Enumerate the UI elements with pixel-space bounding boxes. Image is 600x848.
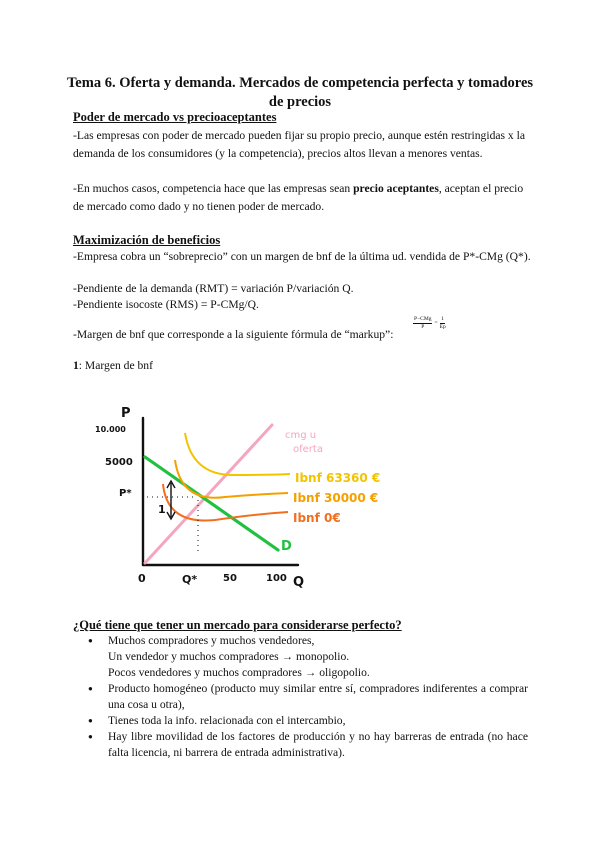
line-markup-formula: -Margen de bnf que corresponde a la siguiente fórmula de “markup”:	[73, 328, 394, 341]
isoprofit-label-1: Ibnf 63360 €	[295, 471, 381, 485]
list-item: ● Tienes toda la info. relacionada con el intercambio,	[88, 713, 528, 729]
supply-label-line2: oferta	[293, 444, 323, 455]
y-tick-pstar: P*	[119, 488, 132, 499]
formula-den-right: Ep	[439, 324, 446, 330]
formula-equals: =	[434, 320, 438, 326]
isoprofit-label-3: Ibnf 0€	[293, 511, 341, 525]
profit-graph	[85, 400, 435, 595]
supply-label-line1: cmg u	[285, 430, 317, 441]
price-takers-bold: precio aceptantes	[353, 182, 439, 195]
isoprofit-curve-2	[175, 460, 288, 498]
figure-caption	[73, 357, 533, 375]
origin-label: 0	[138, 572, 146, 585]
caption-number: 1	[73, 359, 79, 372]
list-item: ● Hay libre movilidad de los factores de producción y no hay barreras de entrada (no hace falta licencia, ni barrera de entrada administrativa).	[88, 729, 528, 761]
markup-formula	[413, 316, 446, 331]
formula-den-left: P	[421, 324, 425, 330]
formula-fraction-left	[413, 316, 432, 331]
price-takers-text-a: -En muchos casos, competencia hace que las empresas sean	[73, 182, 354, 195]
list-item: ● Producto homogéneo (producto muy similar entre sí, compradores indiferentes a comprar una cosa u otra),	[88, 681, 528, 713]
list-item: ● Muchos compradores y muchos vendedores,	[88, 633, 528, 649]
y-axis-label: P	[121, 406, 131, 421]
list-subitem: Un vendedor y muchos compradores → monopolio.	[108, 650, 350, 663]
price-takers-text-b: , aceptan el precio de mercado como dado y no tienen poder de mercado.	[73, 182, 524, 213]
formula-num-right: 1	[441, 316, 445, 322]
line-demand-slope: -Pendiente de la demanda (RMT) = variación P/variación Q.	[73, 282, 354, 295]
heading-perfect-market: ¿Qué tiene que tener un mercado para considerarse perfecto?	[73, 618, 402, 632]
heading-market-power: Poder de mercado vs precioaceptantes	[73, 110, 277, 124]
x-tick-50: 50	[223, 573, 237, 584]
list-subitem: Pocos vendedores y muchos compradores → oligopolio.	[108, 666, 370, 679]
caption-text: : Margen de bnf	[78, 359, 153, 372]
markup-marker: 1	[158, 503, 166, 516]
formula-num-left: P−CMg	[414, 316, 432, 322]
page-title: Tema 6. Oferta y demanda. Mercados de competencia perfecta y tomadores de precios	[66, 75, 534, 110]
demand-label: D	[281, 539, 292, 554]
y-tick-5000: 5000	[105, 457, 133, 468]
x-axis-label: Q	[293, 575, 305, 590]
perfect-market-list	[88, 633, 528, 761]
y-tick-10000: 10.000	[95, 425, 126, 434]
line-isocost-slope: -Pendiente isocoste (RMS) = P-CMg/Q.	[73, 298, 259, 311]
x-tick-100: 100	[266, 573, 287, 584]
isoprofit-label-2: Ibnf 30000 €	[293, 491, 379, 505]
isoprofit-curve-1	[185, 433, 290, 475]
x-tick-qstar: Q*	[182, 573, 198, 586]
paragraph-price-takers	[73, 180, 533, 215]
formula-fraction-right	[440, 316, 446, 331]
heading-profit-max: Maximización de beneficios	[73, 233, 221, 247]
paragraph-market-power: -Las empresas con poder de mercado pueden fijar su propio precio, aunque estén restringidas x la demanda de los consumidores (y la competencia), precios altos llevan a menores ventas.	[73, 129, 525, 160]
line-markup-price: -Empresa cobra un “sobreprecio” con un margen de bnf de la última ud. vendida de P*-CMg (Q*).	[73, 250, 531, 263]
